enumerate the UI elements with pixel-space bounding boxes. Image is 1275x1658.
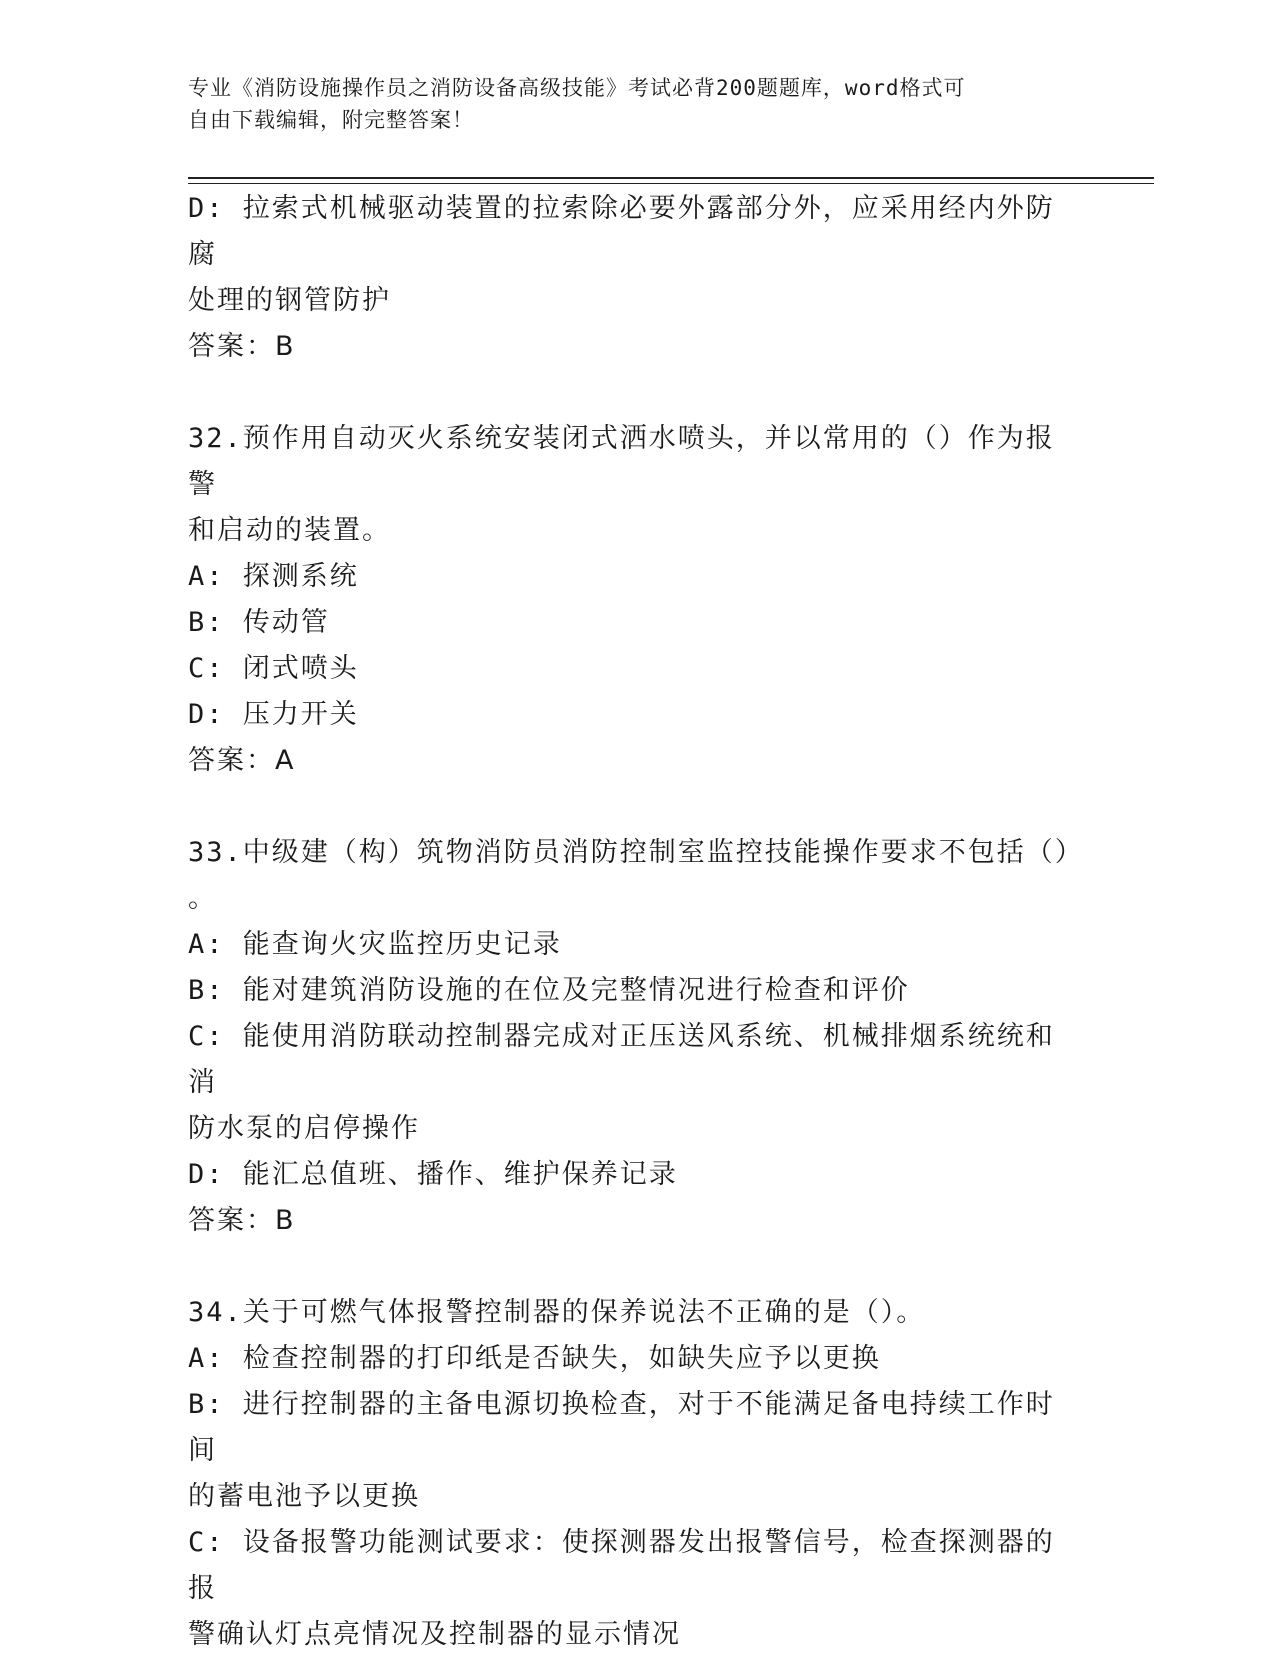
question-list [188, 186, 1084, 1658]
answer-label: 答案：B [188, 1205, 296, 1236]
option-b: B: 能对建筑消防设施的在位及完整情况进行检查和评价 [188, 975, 910, 1006]
question-32 [188, 416, 1078, 784]
option-c: C: 闭式喷头 [188, 653, 359, 684]
spacer [188, 1244, 1078, 1290]
option-b: B: 进行控制器的主备电源切换检查，对于不能满足备电持续工作时间 [188, 1389, 1055, 1466]
question-stem-continued: 和启动的装置。 [188, 515, 391, 546]
question-stem: 33.中级建（构）筑物消防员消防控制室监控技能操作要求不包括（） [188, 837, 1084, 868]
page-header [188, 72, 1068, 136]
answer-label: 答案：B [188, 331, 296, 362]
header-divider [188, 177, 1154, 179]
header-line: 自由下载编辑，附完整答案！ [188, 108, 474, 132]
question-31-tail [188, 186, 1078, 370]
spacer [188, 370, 1078, 416]
option-b-continued: 的蓄电池予以更换 [188, 1481, 420, 1512]
option-c: C: 设备报警功能测试要求：使探测器发出报警信号，检查探测器的报 [188, 1527, 1055, 1604]
spacer [188, 784, 1078, 830]
question-stem: 32.预作用自动灭火系统安装闭式洒水喷头，并以常用的（）作为报警 [188, 423, 1055, 500]
header-line: 专业《消防设施操作员之消防设备高级技能》考试必背200题题库，word格式可 [188, 76, 966, 100]
option-d: D: 压力开关 [188, 699, 359, 730]
option-c-continued: 防水泵的启停操作 [188, 1113, 420, 1144]
option-a: A: 探测系统 [188, 561, 359, 592]
option-d: D: 能汇总值班、播作、维护保养记录 [188, 1159, 678, 1190]
header-divider-thin [188, 183, 1154, 184]
question-33 [188, 830, 1084, 1244]
option-a: A: 检查控制器的打印纸是否缺失，如缺失应予以更换 [188, 1343, 881, 1374]
question-stem-continued: 。 [188, 883, 217, 914]
question-stem: 34.关于可燃气体报警控制器的保养说法不正确的是（）。 [188, 1297, 926, 1328]
option-d: D: 拉索式机械驱动装置的拉索除必要外露部分外，应采用经内外防腐 [188, 193, 1055, 270]
option-d-continued: 处理的钢管防护 [188, 285, 391, 316]
option-b: B: 传动管 [188, 607, 330, 638]
option-a: A: 能查询火灾监控历史记录 [188, 929, 562, 960]
answer-label: 答案：A [188, 745, 296, 776]
option-c: C: 能使用消防联动控制器完成对正压送风系统、机械排烟系统统和消 [188, 1021, 1055, 1098]
option-c-continued: 警确认灯点亮情况及控制器的显示情况 [188, 1619, 681, 1650]
question-34 [188, 1290, 1078, 1658]
